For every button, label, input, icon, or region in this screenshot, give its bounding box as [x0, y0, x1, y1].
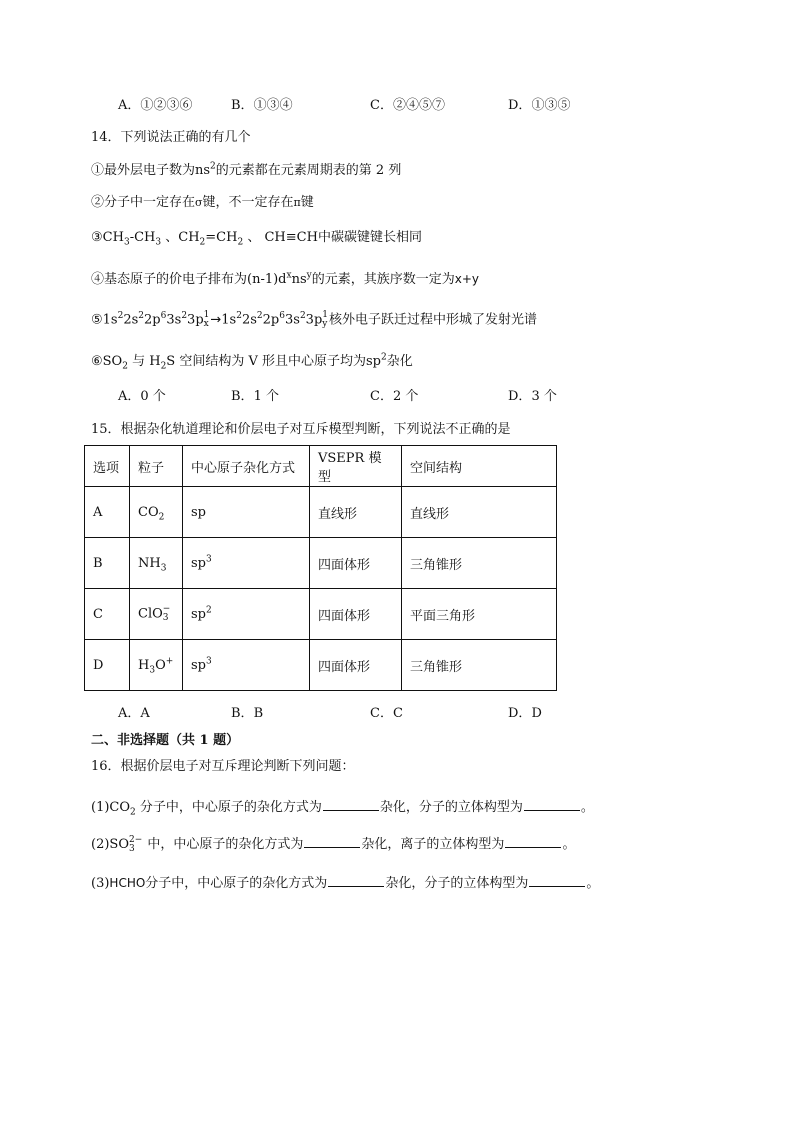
cell-hybridization: sp [183, 487, 310, 538]
cell-shape: 三角锥形 [402, 538, 557, 589]
cell-shape: 平面三角形 [402, 589, 557, 640]
q14-choice-b: B．1 个 [231, 389, 279, 404]
q15-choice-b: B．B [231, 706, 264, 721]
cell-hybridization: $sp^2$ [183, 589, 310, 640]
cell-vsepr: 四面体形 [310, 640, 402, 691]
cell-vsepr: 四面体形 [310, 538, 402, 589]
q14-stem: 14．下列说法正确的有几个 [91, 130, 251, 145]
q13-choices [0, 97, 794, 115]
q15-choice-c: C．C [370, 706, 403, 721]
section-title: 二、非选择题（共 1 题） [91, 733, 240, 748]
q16-stem: 16．根据价层电子对互斥理论判断下列问题： [91, 759, 355, 774]
q14-statement-5: $⑤1s^22s^22p^63s^23p$ 1 x $\to 1s^22s^22p^63s^23p$ 1 y 核外电子跃迁过程中形城了发射光谱 [91, 310, 538, 329]
q14-choices [0, 388, 794, 406]
q14-choice-d: D．3 个 [508, 389, 557, 404]
q15-table [84, 445, 557, 691]
q14-statement-1: ①最外层电子数为$ns^2$的元素都在元素周期表的第 2 列 [91, 161, 402, 178]
cell-hybridization: $sp^3$ [183, 640, 310, 691]
answer-blank[interactable] [323, 798, 379, 811]
table-row [85, 487, 557, 538]
q14-statement-3: $③CH_3-CH_3$ 、$CH_2=CH_2$ 、 CH≡CH中碳碳键键长相同 [91, 230, 422, 248]
header-vsepr: VSEPR 模型 [310, 446, 402, 487]
cell-option: C [85, 589, 130, 640]
cell-option: A [85, 487, 130, 538]
cell-particle: $CO_2$ [130, 487, 183, 538]
header-option: 选项 [85, 446, 130, 487]
q16-part-2: (2)SO 2− 3 中，中心原子的杂化方式为 杂化，离子的立体构型为 。 [91, 834, 576, 854]
q16-part-1: $(1)CO_2$ 分子中，中心原子的杂化方式为 杂化，分子的立体构型为 。 [91, 800, 594, 818]
header-hybridization: 中心原子杂化方式 [183, 446, 310, 487]
q14-choice-a: A．0 个 [118, 389, 166, 404]
q15-choice-a: A．A [118, 706, 150, 721]
cell-option: D [85, 640, 130, 691]
answer-blank[interactable] [529, 874, 585, 887]
cell-vsepr: 四面体形 [310, 589, 402, 640]
header-particle: 粒子 [130, 446, 183, 487]
cell-particle: ClO − 3 [130, 589, 183, 640]
q13-choice-a: A．①②③⑥ [118, 98, 193, 113]
cell-shape: 直线形 [402, 487, 557, 538]
answer-blank[interactable] [304, 835, 360, 848]
table-row [85, 589, 557, 640]
answer-blank[interactable] [524, 798, 580, 811]
q15-stem: 15．根据杂化轨道理论和价层电子对互斥模型判断，下列说法不正确的是 [91, 422, 511, 437]
q13-choice-b: B．①③④ [231, 98, 293, 113]
q14-statement-4: ④基态原子的价电子排布为$(n-1)d^xns^y$的元素，其族序数一定为x+y [91, 270, 480, 287]
q13-choice-c: C．②④⑤⑦ [370, 98, 445, 113]
q14-statement-6: $⑥SO_2$ 与 $H_2S$ 空间结构为 V 形且中心原子均为$sp^2$杂化 [91, 352, 413, 372]
cell-shape: 三角锥形 [402, 640, 557, 691]
q16-part-3: (3)HCHO分子中，中心原子的杂化方式为 杂化，分子的立体构型为 。 [91, 876, 600, 891]
q15-choice-d: D．D [508, 706, 542, 721]
q14-choice-c: C．2 个 [370, 389, 419, 404]
q14-statement-2: ②分子中一定存在σ键，不一定存在π键 [91, 195, 314, 210]
cell-option: B [85, 538, 130, 589]
cell-hybridization: $sp^3$ [183, 538, 310, 589]
table-header-row [85, 446, 557, 487]
cell-particle: $H_3O^+$ [130, 640, 183, 691]
q15-choices [0, 705, 794, 723]
q13-choice-d: D．①③⑤ [508, 98, 571, 113]
answer-blank[interactable] [505, 835, 561, 848]
answer-blank[interactable] [328, 874, 384, 887]
table-row [85, 538, 557, 589]
table-row [85, 640, 557, 691]
cell-particle: $NH_3$ [130, 538, 183, 589]
cell-vsepr: 直线形 [310, 487, 402, 538]
header-shape: 空间结构 [402, 446, 557, 487]
